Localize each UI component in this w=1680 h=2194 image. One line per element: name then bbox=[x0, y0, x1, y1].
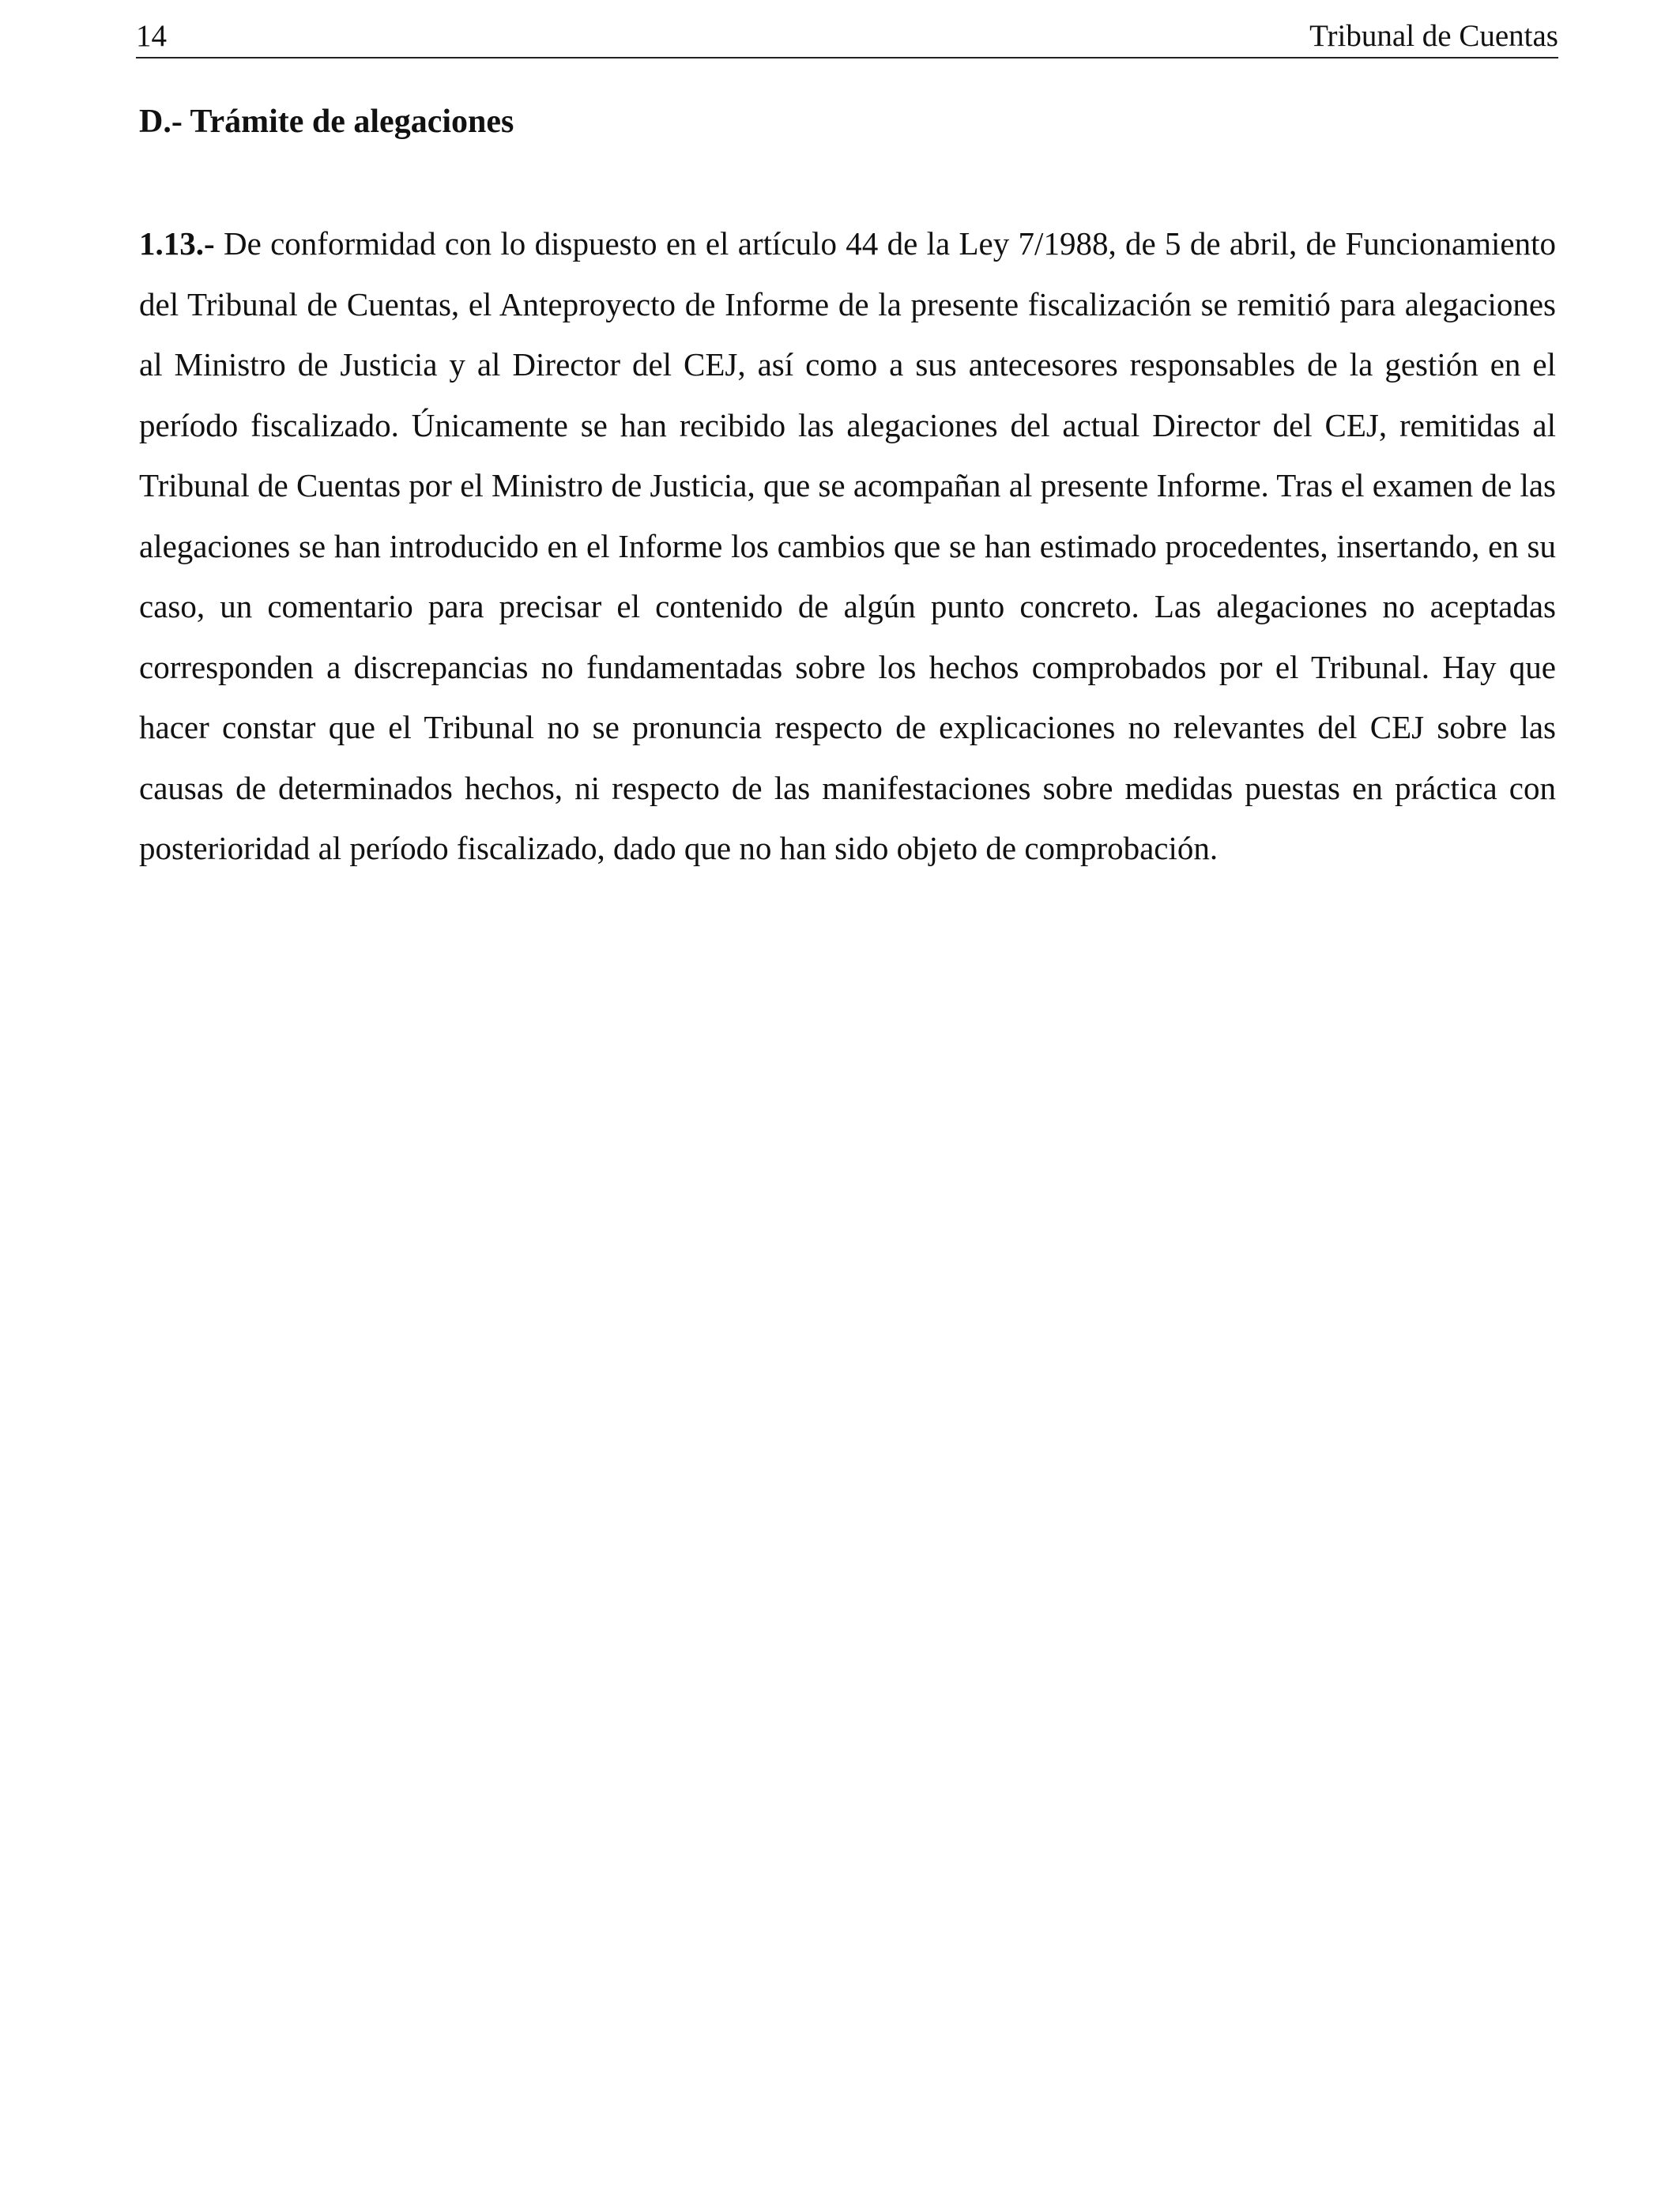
body-paragraph bbox=[139, 213, 1556, 879]
page-header bbox=[136, 16, 1558, 58]
running-title: Tribunal de Cuentas bbox=[1309, 19, 1558, 53]
paragraph-text: De conformidad con lo dispuesto en el artículo 44 de la Ley 7/1988, de 5 de abril, de Funcionamiento del Tribunal de Cuentas, el Anteproyecto de Informe de la presente fiscalización se remitió para alegaciones al Ministro de Justicia y al Director del CEJ, así como a sus antecesores responsables de la gestión en el período fiscalizado. Únicamente se han recibido las alegaciones del actual Director del CEJ, remitidas al Tribunal de Cuentas por el Ministro de Justicia, que se acompañan al presente Informe. Tras el examen de las alegaciones se han introducido en el Informe los cambios que se han estimado procedentes, insertando, en su caso, un comentario para precisar el contenido de algún punto concreto. Las alegaciones no aceptadas corresponden a discrepancias no fundamentadas sobre los hechos comprobados por el Tribunal. Hay que hacer constar que el Tribunal no se pronuncia respecto de explicaciones no relevantes del CEJ sobre las causas de determinados hechos, ni respecto de las manifestaciones sobre medidas puestas en práctica con posterioridad al período fiscalizado, dado que no han sido objeto de comprobación. bbox=[139, 225, 1557, 866]
page-number: 14 bbox=[136, 19, 167, 53]
paragraph-number: 1.13.- bbox=[139, 225, 215, 262]
section-heading: D.- Trámite de alegaciones bbox=[139, 104, 514, 140]
